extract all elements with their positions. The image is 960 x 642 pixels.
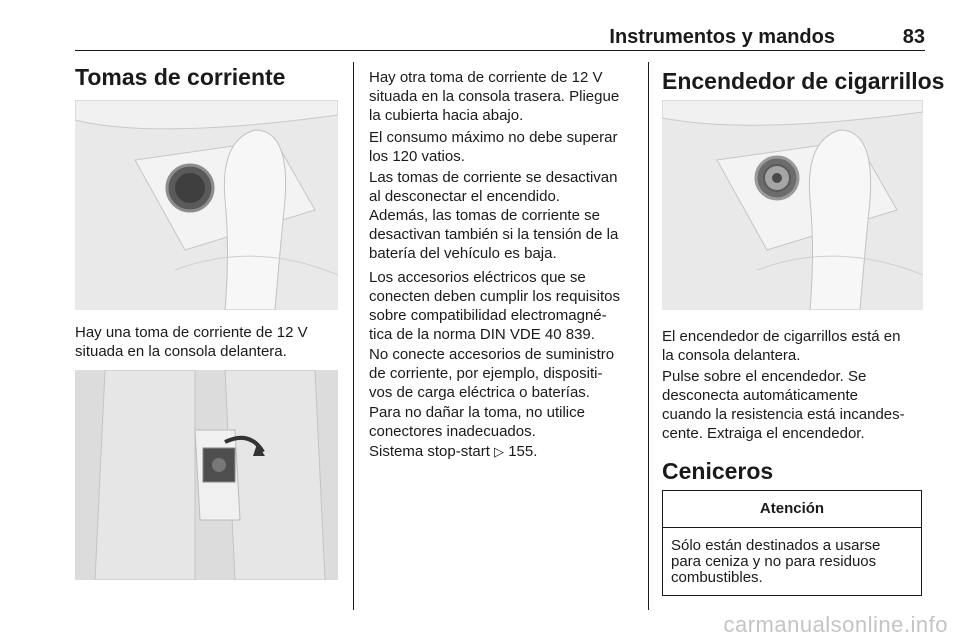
- reference-label: Sistema stop-start: [369, 443, 490, 460]
- column-divider-2: [648, 62, 649, 610]
- column-divider-1: [353, 62, 354, 610]
- deactivation-text: Las tomas de corriente se desactivan al desconectar el encendido. Además, las tomas de corriente se desactivan también si la tensión de la batería del vehículo es baja.: [369, 169, 619, 262]
- max-consumption-text: El consumo máximo no debe superar los 120 vatios.: [369, 129, 618, 165]
- front-outlet-text: Hay una toma de corriente de 12 V situada en la consola delantera.: [75, 324, 308, 360]
- warning-text: Sólo están destinados a usarse para ceniza y no para residuos combustibles.: [671, 537, 881, 586]
- running-header-title: Instrumentos y mandos: [609, 26, 835, 48]
- unsuitable-connectors-text: Para no dañar la toma, no utilice conectores inadecuados.: [369, 404, 585, 440]
- no-supply-accessories-text: No conecte accesorios de suministro de corriente, por ejemplo, dispositi- vos de carga eléctrica o baterías.: [369, 346, 615, 401]
- reference-page: 155.: [508, 443, 538, 460]
- watermark: carmanualsonline.info: [723, 612, 948, 637]
- rear-outlet-text: Hay otra toma de corriente de 12 V situada en la consola trasera. Pliegue la cubierta hacia abajo.: [369, 69, 620, 124]
- stop-start-reference[interactable]: [369, 442, 537, 461]
- section-title-ashtrays: Ceniceros: [662, 458, 774, 484]
- page-number: 83: [902, 26, 925, 48]
- section-title-cigarette-lighter: Encendedor de cigarrillos: [662, 68, 945, 94]
- lighter-location-text: El encendedor de cigarrillos está en la consola delantera.: [662, 328, 901, 364]
- emc-requirements-text: Los accesorios eléctricos que se conecten deben cumplir los requisitos sobre compatibilidad electromagné- tica de la norma DIN VDE 40 839.: [369, 269, 620, 343]
- header-rule: [75, 50, 925, 51]
- cigarette-lighter-illustration: [662, 100, 923, 310]
- page-reference-arrow-icon: ▷: [494, 444, 505, 459]
- warning-title: Atención: [663, 491, 921, 528]
- front-outlet-illustration: [75, 100, 338, 310]
- section-title-power-outlets: Tomas de corriente: [75, 64, 286, 90]
- lighter-usage-text: Pulse sobre el encendedor. Se desconecta automáticamente cuando la resistencia está incandes- cente. Extraiga el encendedor.: [662, 368, 905, 442]
- rear-outlet-illustration: [75, 370, 338, 580]
- warning-box: [662, 490, 922, 596]
